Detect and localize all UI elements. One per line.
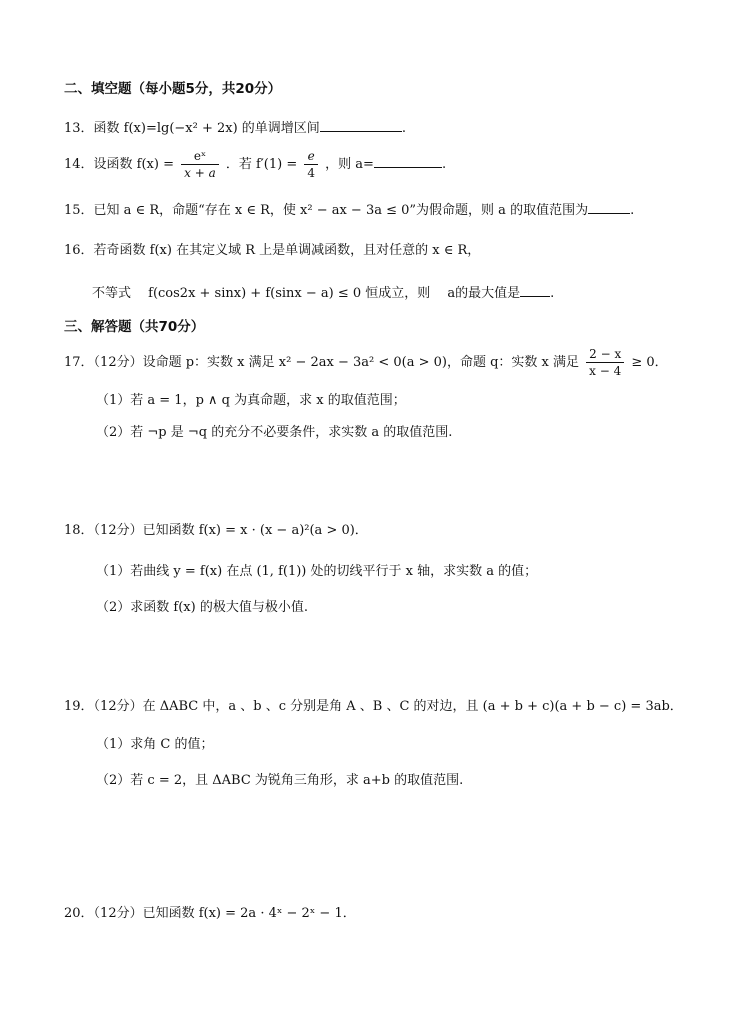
fraction-14b: $\frac{e}{4}$ [304, 149, 318, 180]
question-18-part2: （2）求函数 f(x) 的极大值与极小值. [96, 600, 308, 615]
answer-blank-15 [588, 200, 630, 214]
question-20-stem: 20．（12分）已知函数 f(x) = 2a · 4ˣ − 2ˣ − 1． [64, 906, 356, 921]
question-16-line1: 16．若奇函数 f(x) 在其定义域 R 上是单调减函数，且对任意的 x ∈ R， [64, 243, 481, 258]
question-13-text: 13．函数 f(x)=lg(−x² + 2x) 的单调增区间 [64, 121, 320, 136]
question-18-stem: 18．（12分）已知函数 f(x) = x · (x − a)²(a > 0)． [64, 523, 368, 538]
answer-blank-14 [374, 154, 442, 168]
question-17-part1: （1）若 a = 1，p ∧ q 为真命题，求 x 的取值范围； [96, 393, 406, 408]
question-16-line2: 不等式 f(cos2x + sinx) + f(sinx − a) ≤ 0 恒成立，则 a的最大值是 . [92, 283, 554, 303]
question-14-post: ，则 a= [325, 157, 374, 172]
fraction-14a: $\frac{\text{eˣ}}{x + a}$ [181, 149, 219, 180]
question-14-mid: ．若 f′(1) = [225, 157, 298, 172]
answer-blank-13 [320, 118, 402, 132]
question-18-part1: （1）若曲线 y = f(x) 在点 (1, f(1)) 处的切线平行于 x 轴，求实数 a 的值； [96, 564, 538, 579]
question-15: 15．已知 a ∈ R，命题“存在 x ∈ R，使 x² − ax − 3a ≤ 0”为假命题，则 a 的取值范围为 . [64, 200, 634, 220]
question-17-stem [64, 344, 668, 382]
section-heading-solve: 三、解答题（共70分） [64, 319, 205, 335]
question-17-pre: 17．（12分）设命题 p：实数 x 满足 x² − 2ax − 3a² < 0(a > 0)，命题 q：实数 x 满足 [64, 355, 580, 370]
question-13: 13．函数 f(x)=lg(−x² + 2x) 的单调增区间 . [64, 118, 406, 138]
question-16-inequality: 不等式 f(cos2x + sinx) + f(sinx − a) ≤ 0 恒成立，则 a的最大值是 [92, 286, 521, 301]
fraction-17: $\frac{2 - x}{x - 4}$ [586, 347, 624, 378]
question-15-text: 15．已知 a ∈ R，命题“存在 x ∈ R，使 x² − ax − 3a ≤ 0”为假命题，则 a 的取值范围为 [64, 203, 589, 218]
question-19-part2: （2）若 c = 2，且 ΔABC 为锐角三角形，求 a+b 的取值范围. [96, 773, 464, 788]
question-14-pre: 14．设函数 f(x) = [64, 157, 174, 172]
section-heading-fill-in: 二、填空题（每小题5分，共20分） [64, 81, 282, 97]
question-19-part1: （1）求角 C 的值； [96, 737, 214, 752]
answer-blank-16 [520, 283, 550, 297]
question-14: 14．设函数 f(x) = $\frac{\text{eˣ}}{x + a}$ ．若 f′(1) = $\frac{e}{4}$ ，则 a= . [64, 149, 447, 180]
question-19-stem: 19．（12分）在 ΔABC 中，a 、b 、c 分别是角 A 、B 、C 的对边，且 (a + b + c)(a + b − c) = 3ab． [64, 699, 683, 714]
question-17-part2: （2）若 ¬p 是 ¬q 的充分不必要条件，求实数 a 的取值范围. [96, 425, 453, 440]
question-17-post: ≥ 0． [631, 355, 668, 370]
